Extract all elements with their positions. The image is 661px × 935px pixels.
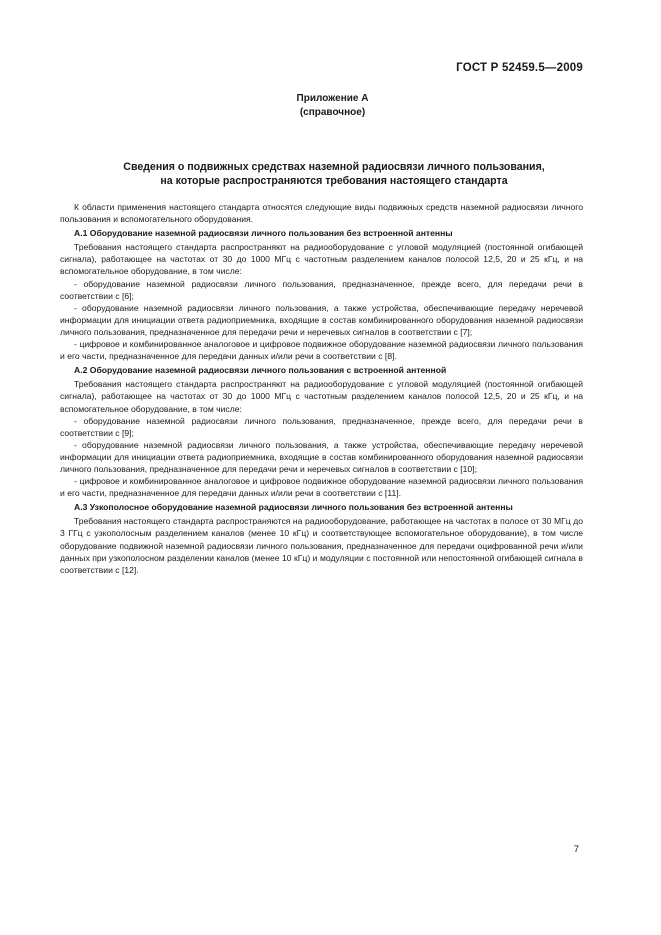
paragraph: Требования настоящего стандарта распространяются на радиооборудование, работающее на частотах в полосе от 30 МГц до 3 ГГц с узкополосным разделением каналов (менее 10 кГц) и соответствующее вспомогательное оборудование), в том числе оборудование подвижной наземной радиосвязи личного пользования, предназначенное для передачи оцифрованной речи и/или данных при узкополосном разделении каналов (менее 10 кГц) и модуляции с постоянной или непостоянной огибающей сигнала в соответствии с [12]. — [60, 516, 583, 575]
annex-main-title — [60, 160, 608, 188]
paragraph: Требования настоящего стандарта распространяют на радиооборудование с угловой модуляцией (постоянной огибающей сигнала), работающее на частотах от 30 до 1000 МГц с частотным разделением каналов полосой 12,5, 20 и 25 кГц, и на вспомогательное оборудование, в том числе: — [60, 242, 583, 277]
section-heading-a3: А.3 Узкополосное оборудование наземной радиосвязи личного пользования без встроенной антенны — [74, 502, 513, 513]
list-item: - цифровое и комбинированное аналоговое и цифровое подвижное оборудование наземной радиосвязи личного пользования и его части, предназначенное для передачи данных и/или речи в соответствии с [11]. — [60, 476, 583, 499]
list-item: - оборудование наземной радиосвязи личного пользования, а также устройства, обеспечивающие передачу неречевой информации для инициации ответа радиоприемника, входящие в состав комбинированного оборудования наземной радиосвязи личного пользования, предназначенное для передачи речи и неречевых сигналов в соответствии с [7]; — [60, 302, 583, 337]
annex-subtitle: (справочное) — [299, 107, 366, 118]
annex-title: Приложение А — [296, 93, 369, 104]
paragraph: Требования настоящего стандарта распространяют на радиооборудование с угловой модуляцией (постоянной огибающей сигнала), работающее на частотах от 30 до 1000 МГц с частотным разделением каналов полосой 12,5, 20 и 25 кГц, и на вспомогательное оборудование, в том числе: — [60, 379, 583, 414]
annex-heading — [0, 92, 661, 120]
main-title-line-1: Сведения о подвижных средствах наземной радиосвязи личного пользования, — [123, 161, 545, 173]
annex-body — [60, 201, 583, 576]
section-heading-a1: А.1 Оборудование наземной радиосвязи личного пользования без встроенной антенны — [74, 228, 453, 239]
list-item: - оборудование наземной радиосвязи личного пользования, предназначенное, прежде всего, для передачи речи в соответствии с [6]; — [60, 278, 583, 301]
list-item: - цифровое и комбинированное аналоговое и цифровое подвижное оборудование наземной радиосвязи личного пользования и его части, предназначенное для передачи данных и/или речи в соответствии с [8]. — [60, 339, 583, 362]
paragraph-intro: К области применения настоящего стандарта относятся следующие виды подвижных средств наземной радиосвязи личного пользования и вспомогательного оборудования. — [60, 202, 583, 225]
document-code: ГОСТ Р 52459.5—2009 — [456, 62, 583, 74]
page-number: 7 — [573, 844, 579, 855]
section-heading-a2: А.2 Оборудование наземной радиосвязи личного пользования с встроенной антенной — [74, 365, 447, 376]
list-item: - оборудование наземной радиосвязи личного пользования, а также устройства, обеспечивающие передачу неречевой информации для инициации ответа радиоприемника, входящие в состав комбинированного оборудования наземной радиосвязи личного пользования, предназначенное для передачи речи и неречевых сигналов в соответствии с [10]; — [60, 439, 583, 474]
list-item: - оборудование наземной радиосвязи личного пользования, предназначенное, прежде всего, для передачи речи в соответствии с [9]; — [60, 415, 583, 438]
main-title-line-2: на которые распространяются требования настоящего стандарта — [160, 175, 508, 187]
